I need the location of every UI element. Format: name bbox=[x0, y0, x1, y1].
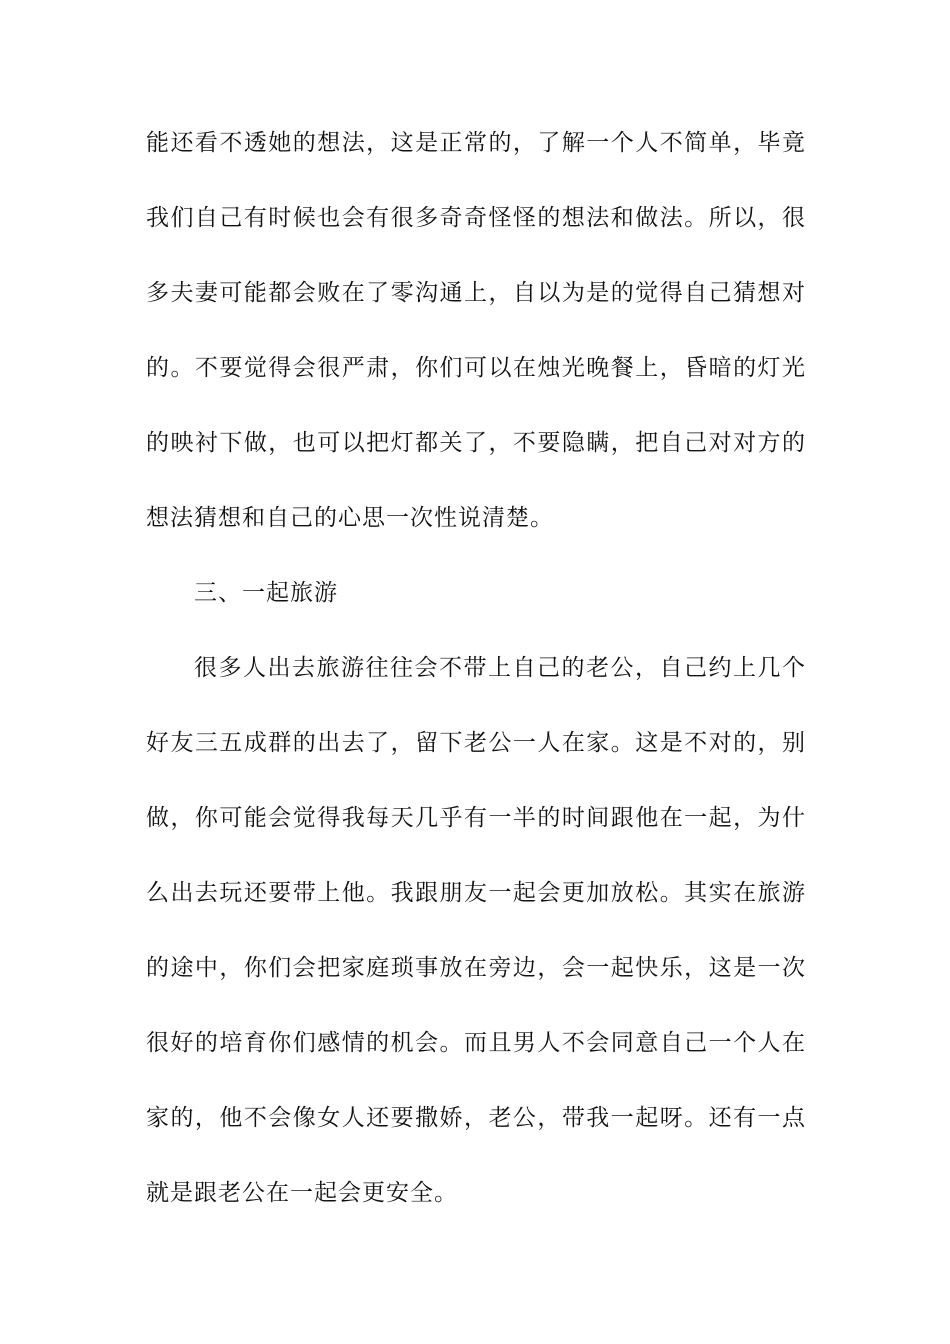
paragraph-line: 我们自己有时候也会有很多奇奇怪怪的想法和做法。所以，很 bbox=[146, 205, 806, 231]
paragraph-line: 家的，他不会像女人还要撒娇，老公，带我一起呀。还有一点 bbox=[146, 1105, 806, 1131]
paragraph-line: 能还看不透她的想法，这是正常的，了解一个人不简单，毕竟 bbox=[146, 130, 806, 156]
paragraph-line: 很好的培育你们感情的机会。而且男人不会同意自己一个人在 bbox=[146, 1030, 806, 1056]
paragraph-line: 的映衬下做，也可以把灯都关了，不要隐瞒，把自己对对方的 bbox=[146, 430, 806, 456]
body-text bbox=[146, 123, 806, 1248]
paragraph-line: 想法猜想和自己的心思一次性说清楚。 bbox=[146, 505, 554, 531]
paragraph-line: 好友三五成群的出去了，留下老公一人在家。这是不对的，别 bbox=[146, 730, 806, 756]
paragraph-line: 很多人出去旅游往往会不带上自己的老公，自己约上几个 bbox=[194, 655, 806, 681]
paragraph-line: 么出去玩还要带上他。我跟朋友一起会更加放松。其实在旅游 bbox=[146, 880, 806, 906]
paragraph-line: 的途中，你们会把家庭琐事放在旁边，会一起快乐，这是一次 bbox=[146, 955, 806, 981]
section-heading: 三、一起旅游 bbox=[194, 580, 338, 606]
paragraph-line: 多夫妻可能都会败在了零沟通上，自以为是的觉得自己猜想对 bbox=[146, 280, 806, 306]
paragraph-line: 做，你可能会觉得我每天几乎有一半的时间跟他在一起，为什 bbox=[146, 805, 806, 831]
paragraph-line: 就是跟老公在一起会更安全。 bbox=[146, 1180, 458, 1206]
paragraph-line: 的。不要觉得会很严肃，你们可以在烛光晚餐上，昏暗的灯光 bbox=[146, 355, 806, 381]
